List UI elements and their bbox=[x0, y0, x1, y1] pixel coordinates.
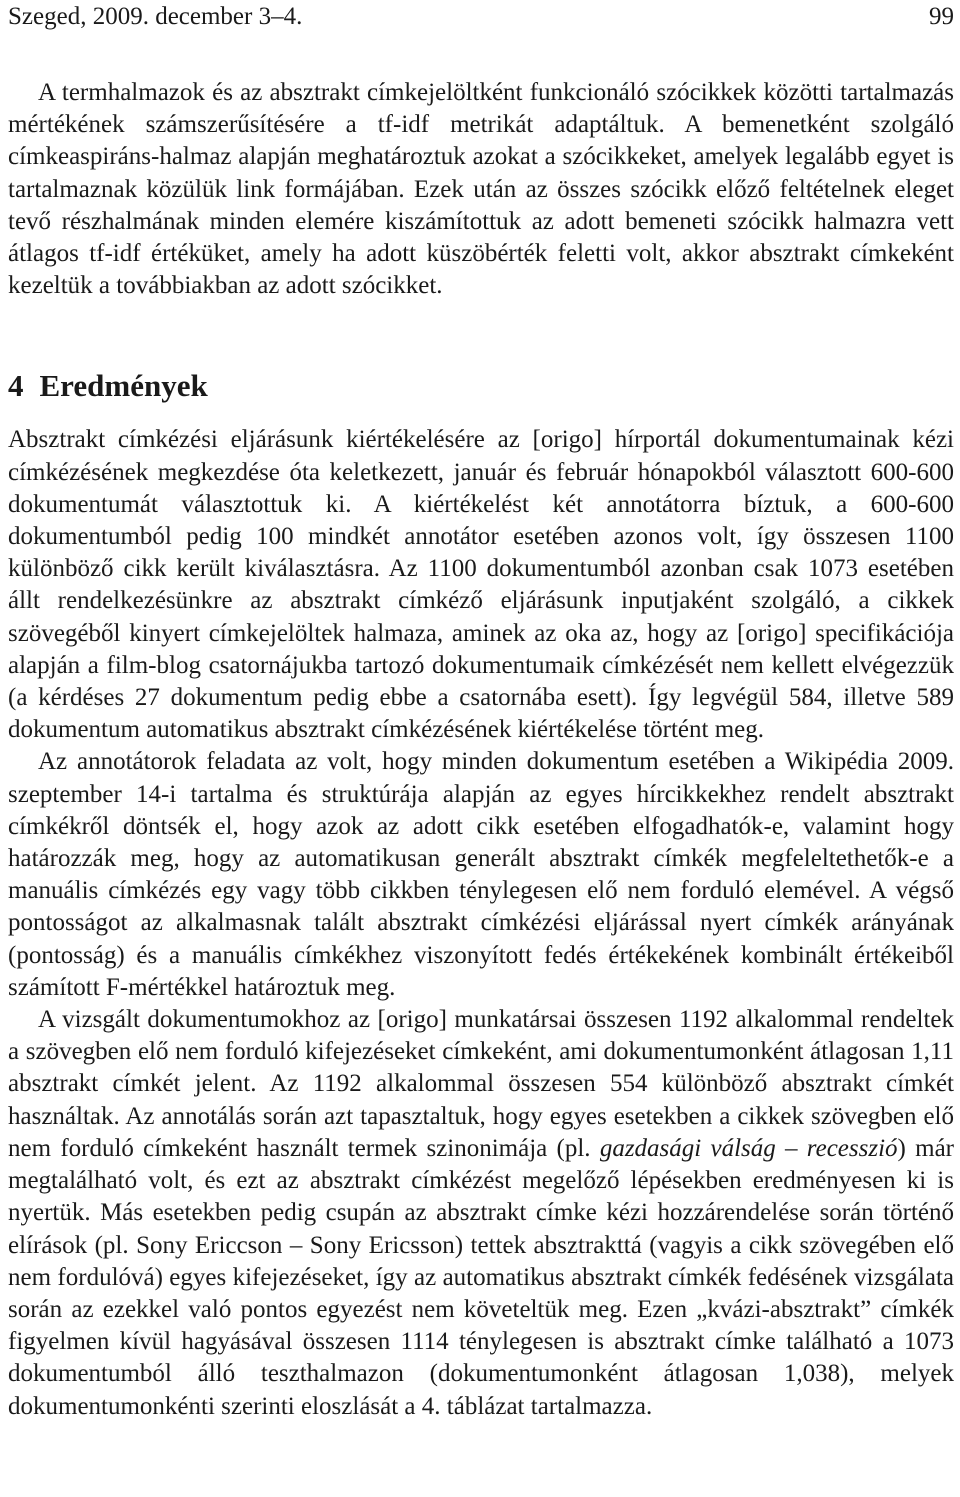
intro-paragraph: A termhalmazok és az absztrakt címkejelöltként funkcionáló szócikkek közötti tartalmazás mértékének számszerűsítésére a tf-idf metrikát adaptáltuk. A bemenetként szolgáló címkeaspiráns-halmaz alapján meghatároztuk azokat a szócikkeket, amelyek legalább egyet is tartalmaznak közülük link formájában. Ezek után az összes szócikk előző feltételnek eleget tevő részhalmának minden elemére kiszámítottuk az adott bemeneti szócikk halmazra vett átlagos tf-idf értéküket, amely ha adott küszöbérték feletti volt, akkor absztrakt címkeként kezeltük a továbbiakban az adott szócikket. bbox=[8, 79, 954, 300]
section-heading bbox=[8, 366, 954, 406]
section-title: Eredmények bbox=[39, 368, 208, 404]
results-paragraph-1: Absztrakt címkézési eljárásunk kiértékelésére az [origo] hírportál dokumentumainak kézi címkézésének megkezdése óta keletkezett, január és február hónapokból választott 600-600 dokumentumát választottuk ki. A kiértékelést két annotátorra bíztuk, a 600-600 dokumentumból pedig 100 mindkét annotátor esetében azonos volt, így összesen 1100 különböző cikk került kiválasztásra. Az 1100 dokumentumból azonban csak 1073 esetében állt rendelkezésünkre az absztrakt címkéző eljárásunk inputjaként szolgáló, a cikkek szövegéből kinyert címkejelöltek halmaza, aminek az oka az, hogy az [origo] specifikációja alapján a film-blog csatornájukba tartozó dokumentumaik címkézését nem kellett elvégezzük (a kérdéses 27 dokumentum pedig ebbe a csatornába esett). Így legvégül 584, illetve 589 dokumentum automatikus absztrakt címkézésének kiértékelése történt meg. bbox=[8, 426, 954, 744]
results-paragraph-3 bbox=[8, 1004, 954, 1423]
results-paragraph-2: Az annotátorok feladata az volt, hogy minden dokumentum esetében a Wikipédia 2009. szeptember 14-i tartalma és struktúrája alapján az egyes hírcikkekhez rendelt absztrakt címkékről döntsék el, hogy azok az adott cikk esetében elfogadhatók-e, valamint hogy határozzák meg, hogy az automatikusan generált absztrakt címkék megfeleltethetők-e a manuális címkézés egy vagy több cikkben ténylegesen elő nem forduló elemével. A végső pontosságot az alkalmasnak talált absztrakt címkézési eljárással nyert címkék arányának (pontosság) és a manuális címkékhez viszonyított fedés értékekének kombinált értékeiből számított F-mértékkel határoztuk meg. bbox=[8, 748, 954, 1001]
page-number: 99 bbox=[929, 3, 954, 30]
example-term: gazdasági válság – recesszió bbox=[599, 1134, 898, 1162]
paragraph-text: A vizsgált dokumentumokhoz az [origo] munkatársai összesen 1192 alkalommal rendeltek a szövegben elő nem forduló kifejezéseket címkeként, ami dokumentumonként átlagosan 1,11 absztrakt címkét jelent. Az 1192 alkalommal összesen 554 különböző absztrakt címkét használtak. Az annotálás során azt tapasztaltuk, hogy egyes esetekben a cikkek szövegben elő nem forduló címkeként használt termek szinonimája (pl. bbox=[8, 1006, 954, 1162]
paragraph-text: ) már megtalálható volt, és ezt az absztrakt címkézést megelőző lépésekben eredményesen ki is nyertük. Más esetekben pedig csupán az absztrakt címke kézi hozzárendelése során történő elírások (pl. Sony Ericcson – Sony Ericsson) tettek absztrakttá (vagyis a cikk szövegében elő nem fordulóvá) egyes kifejezéseket, így az automatikus absztrakt címkék fedésének vizsgálata során az ezekkel való pontos egyezést nem követeltük meg. Ezen „kvázi-absztrakt” címkék figyelmen kívül hagyásával összesen 1114 ténylegesen is absztrakt címke található a 1073 dokumentumból álló teszthalmazon (dokumentumonként átlagosan 1,038), melyek dokumentumonkénti szerinti eloszlását a 4. táblázat tartalmazza. bbox=[8, 1134, 954, 1420]
running-header bbox=[8, 0, 954, 42]
venue-date: Szeged, 2009. december 3–4. bbox=[8, 3, 303, 30]
document-page bbox=[8, 0, 954, 1423]
section-number: 4 bbox=[8, 368, 24, 404]
